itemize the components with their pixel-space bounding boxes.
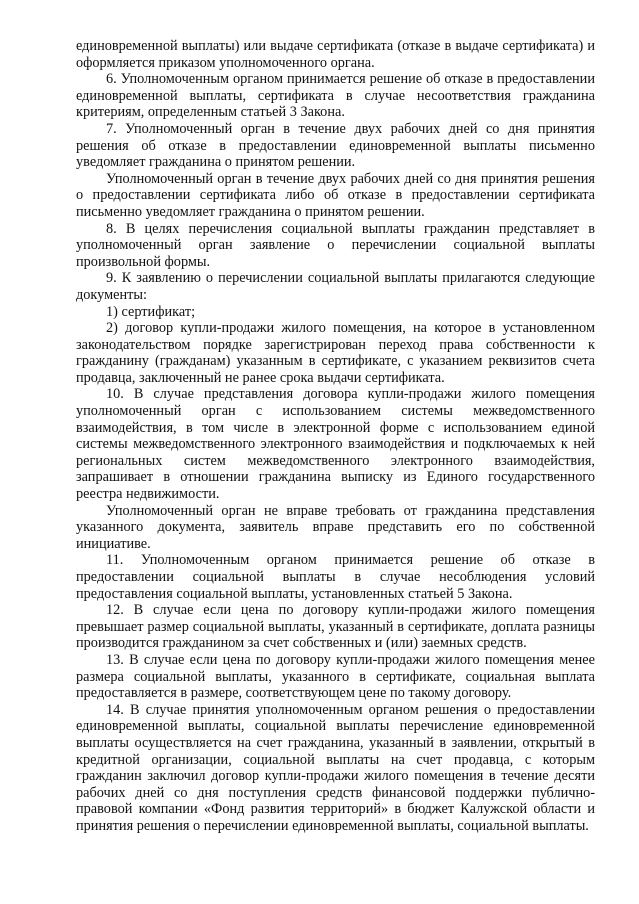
paragraph-9: 9. К заявлению о перечислении социальной выплаты прилагаются следующие документы: xyxy=(76,270,595,303)
paragraph-10: 10. В случае представления договора купли-продажи жилого помещения уполномоченный орган с использованием системы межведомственного взаимодействия, в том числе в электронной форме с использованием единой системы межведомственного электронного взаимодействия и подключаемых к ней региональных систем межведомственного электронного взаимодействия, запрашивает в отношении гражданина выписку из Единого государственного реестра недвижимости. xyxy=(76,386,595,503)
paragraph-10-second: Уполномоченный орган не вправе требовать от гражданина представления указанного документа, заявитель вправе представить его по собственной инициативе. xyxy=(76,502,595,552)
paragraph-12: 12. В случае если цена по договору купли-продажи жилого помещения превышает размер социальной выплаты, указанный в сертификате, доплата разницы производится гражданином за счет собственных и (или) заемных средств. xyxy=(76,602,595,652)
paragraph-6: 6. Уполномоченным органом принимается решение об отказе в предоставлении единовременной выплаты, сертификата в случае несоответствия гражданина критериям, определенным статьей 3 Закона. xyxy=(76,71,595,121)
paragraph-14: 14. В случае принятия уполномоченным органом решения о предоставлении единовременной выплаты, социальной выплаты перечисление единовременной выплаты осуществляется на счет гражданина, указанный в заявлении, открытый в кредитной организации, социальной выплаты на счет продавца, с которым гражданин заключил договор купли-продажи жилого помещения в течение десяти рабочих дней со дня поступления средств финансовой поддержки публично-правовой компании «Фонд развития территорий» в бюджет Калужской области и принятия решения о перечислении единовременной выплаты, социальной выплаты. xyxy=(76,701,595,834)
paragraph-9-item-1: 1) сертификат; xyxy=(106,303,196,320)
paragraph-11: 11. Уполномоченным органом принимается решение об отказе в предоставлении социальной выплаты в случае несоблюдения условий предоставления социальной выплаты, установленных статьей 5 Закона. xyxy=(76,552,595,602)
paragraph-9-item-2: 2) договор купли-продажи жилого помещения, на которое в установленном законодательством порядке зарегистрирован переход права собственности к гражданину (гражданам) указанным в сертификате, с указанием реквизитов счета продавца, заключенный не ранее срока выдачи сертификата. xyxy=(76,320,595,386)
paragraph-7-second: Уполномоченный орган в течение двух рабочих дней со дня принятия решения о предоставлении сертификата либо об отказе в предоставлении сертификата письменно уведомляет гражданина о принятом решении. xyxy=(76,170,595,220)
paragraph-13: 13. В случае если цена по договору купли-продажи жилого помещения менее размера социальной выплаты, указанного в сертификате, социальная выплата предоставляется в размере, соответствующем цене по такому договору. xyxy=(76,651,595,702)
paragraph-7: 7. Уполномоченный орган в течение двух рабочих дней со дня принятия решения об отказе в предоставлении единовременной выплаты письменно уведомляет гражданина о принятом решении. xyxy=(76,120,595,171)
paragraph-8: 8. В целях перечисления социальной выплаты гражданин представляет в уполномоченный орган заявление о перечислении социальной выплаты произвольной формы. xyxy=(76,220,595,270)
paragraph-5-continuation: единовременной выплаты) или выдаче сертификата (отказе в выдаче сертификата) и оформляется приказом уполномоченного органа. xyxy=(76,38,595,71)
